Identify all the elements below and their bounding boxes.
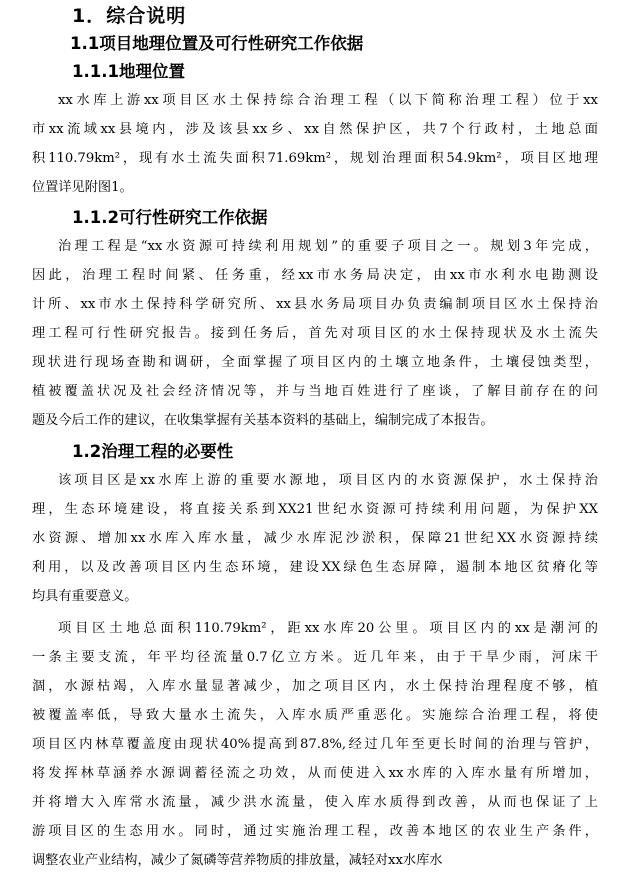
text-line: 题及今后工作的建议，在收集掌握有关基本资料的基础上，编制完成了本报告。 [32, 413, 494, 428]
text-line: 因此，治理工程时间紧、任务重，经xx市水务局决定，由xx市水利水电勘测设 [32, 268, 598, 283]
text-line: 治理工程是“xx水资源可持续利用规划”的重要子项目之一。规划3年完成， [58, 239, 598, 254]
text-line: 被覆盖率低，导致大量水土流失，入库水质严重恶化。实施综合治理工程，将使 [32, 708, 598, 723]
text-line: 利用，以及改善项目区内生态环境，建设XX绿色生态屏障，遏制本地区贫瘠化等 [32, 560, 598, 575]
text-line: 将发挥林草涵养水源调蓄径流之功效，从而使进入xx水库的入库水量有所增加， [32, 766, 598, 781]
text-line: 游项目区的生态用水。同时，通过实施治理工程，改善本地区的农业生产条件， [32, 824, 598, 839]
text-line: 现状进行现场查勘和调研，全面掌握了项目区内的土壤立地条件，土壤侵蚀类型， [32, 355, 598, 370]
text-line: 植被覆盖状况及社会经济情况等，并与当地百姓进行了座谈，了解目前存在的问 [32, 384, 598, 399]
text-line: 涸，水源枯竭，入库水量显著减少，加之项目区内，水土保持治理程度不够，植 [32, 679, 598, 694]
text-line: 调整农业产业结构，减少了氮磷等营养物质的排放量，减轻对xx水库水 [32, 853, 443, 868]
text-line: 积110.79km²，现有水土流失面积71.69km²，规划治理面积54.9km²，项目区地理 [32, 151, 598, 166]
text-line: 均具有重要意义。 [32, 589, 138, 604]
text-line: 一条主要支流，年平均径流量0.7亿立方米。近几年来，由于干旱少雨，河床干 [32, 650, 598, 665]
text-line: 水资源、增加xx水库入库水量，减少水库泥沙淤积，保障21世纪XX水资源持续 [32, 531, 598, 546]
text-line: 理，生态环境建设，将直接关系到XX21世纪水资源可持续利用问题，为保护XX [32, 502, 598, 517]
text-line: 并将增大入库常水流量，减少洪水流量，使入库水质得到改善，从而也保证了上 [32, 795, 598, 810]
text-line: 项目区土地总面积110.79km²，距xx水库20公里。项目区内的xx是潮河的 [58, 621, 598, 636]
text-line: xx水库上游xx项目区水土保持综合治理工程（以下简称治理工程）位于xx [58, 93, 598, 108]
text-line: 该项目区是xx水库上游的重要水源地，项目区内的水资源保护，水土保持治 [58, 473, 598, 488]
text-line: 计所、xx市水土保持科学研究所、xx县水务局项目办负责编制项目区水土保持治 [32, 297, 598, 312]
text-line: 市xx流域xx县境内，涉及该县xx乡、xx自然保护区，共7个行政村，土地总面 [32, 122, 598, 137]
heading-1-overview: 1．综合说明 [72, 5, 187, 27]
text-line: 位置详见附图1。 [32, 180, 133, 195]
text-line: 理工程可行性研究报告。接到任务后，首先对项目区的水土保持现状及水土流失 [32, 326, 598, 341]
heading-1-1-1-location: 1.1.1地理位置 [72, 62, 185, 81]
text-line: 项目区内林草覆盖度由现状40%提高到87.8%,经过几年至更长时间的治理与管护， [32, 737, 598, 752]
heading-1-1-location-and-basis: 1.1项目地理位置及可行性研究工作依据 [70, 34, 364, 53]
heading-1-2-necessity: 1.2治理工程的必要性 [72, 442, 234, 461]
heading-1-1-2-feasibility-basis: 1.1.2可行性研究工作依据 [72, 208, 268, 227]
